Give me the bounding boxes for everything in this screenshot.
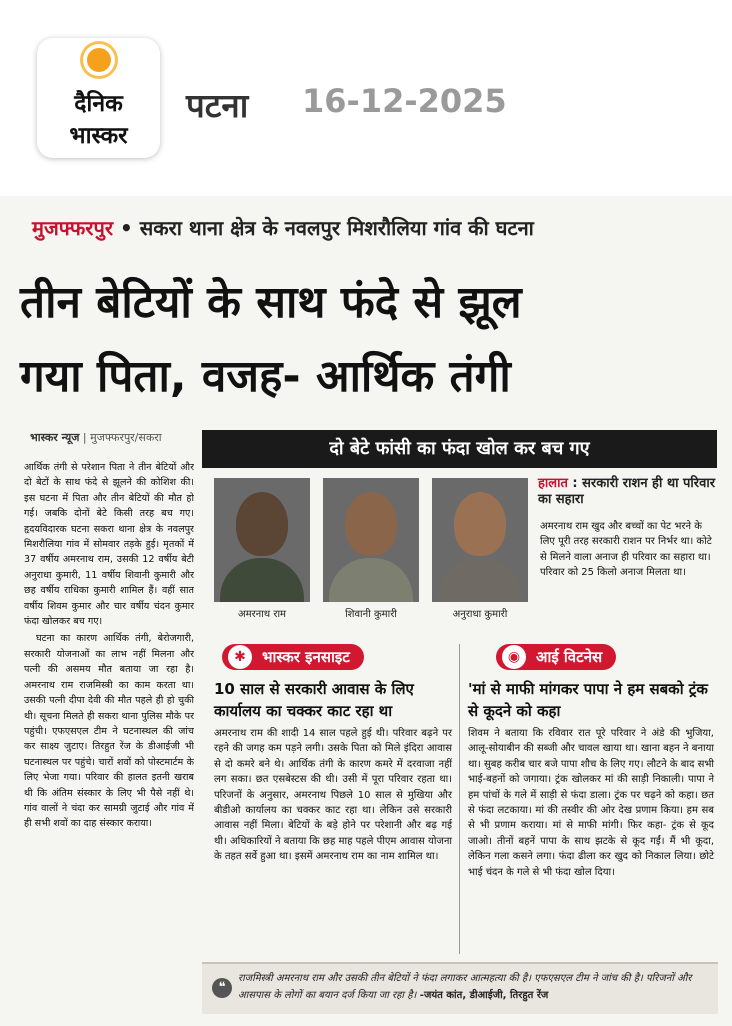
insight-title: 10 साल से सरकारी आवास के लिए कार्यालय का चक्कर काट रहा था (214, 680, 414, 720)
logo-text-line2: भास्कर (69, 123, 128, 149)
photo-anuradha (432, 478, 528, 602)
photo-shivani (323, 478, 419, 602)
eyewitness-tag-label: आई विटनेस (536, 648, 603, 666)
portrait-torso-shape (438, 558, 522, 602)
eye-icon: ◉ (502, 645, 526, 669)
headline-line-2: गया पिता, वजह- आर्थिक तंगी (20, 351, 511, 402)
quote-body: राजमिस्त्री अमरनाथ राम और उसकी तीन बेटियों ने फंदा लगाकर आत्महत्या की है। एफएसएल टीम ने जांच की है। परिजनों और आसपास के लोगों का बयान दर्ज किया जा रहा है। (238, 973, 692, 1001)
insight-tag-label: भास्कर इनसाइट (262, 648, 350, 666)
portrait-face-shape (345, 492, 397, 556)
main-paragraph-2: घटना का कारण आर्थिक तंगी, बेरोजगारी, सरकारी योजनाओं का लाभ नहीं मिलना और पत्नी की असमय मौत बताया जा रहा है। अमरनाथ राम राजमिस्त्री का काम करता था। उसकी पत्नी दीपा देवी की मौत पहले ही हो चुकी थी। सूचना मिलते ही सकरा थाना पुलिस मौके पर पहुंची। एफएसएल टीम ने घटनास्थल की जांच कर साक्ष्य जुटाए। तिरहुत रेंज के डीआईजी भी घटनास्थल पर पहुंचे। चारों शवों को पोस्टमार्टम के लिए भेजा गया। परिवार की हालत इतनी खराब थी कि अंतिम संस्कार के लिए भी पैसे नहीं थे। गांव वालों ने चंदा कर सामग्री जुटाई और गांव में ही सभी शवों का दाह संस्कार कराया। (24, 633, 194, 830)
quote-attribution: -जयंत कांत, डीआईजी, तिरहुत रेंज (416, 990, 549, 1001)
photo-caption-3: अनुराधा कुमारी (452, 609, 508, 620)
portrait-torso-shape (329, 558, 413, 602)
halaat-title-text: : सरकारी राशन ही था परिवार का सहारा (538, 476, 716, 507)
quote-bubble-icon: ❝ (212, 978, 232, 998)
eyewitness-title: 'मां से माफी मांगकर पापा ने हम सबको ट्रंक से कूदने को कहा (468, 680, 708, 720)
sun-logo-icon (87, 48, 111, 72)
column-divider (459, 644, 460, 954)
quote-text (238, 970, 708, 1004)
byline-place: | मुजफ्फरपुर/सकरा (79, 431, 162, 444)
official-quote-box (202, 962, 718, 1014)
eyewitness-body: शिवम ने बताया कि रविवार रात पूरे परिवार ने अंडे की भुजिया, आलू-सोयाबीन की सब्जी और चावल खाया था। खाना बहन ने बनाया था। सुबह करीब चार बजे पापा शौच के लिए गए। लौटने के बाद सभी भाई-बहनों को जगाया। ट्रंक खोलकर मां की साड़ी निकाली। पापा ने हम पांचों के गले में साड़ी से फंदा डाला। ट्रंक पर चढ़ने को कहा। छत से फंदा लटकाया। मां की तस्वीर की ओर देख प्रणाम किया। हम सब से भी प्रणाम कराया। मां से माफी मांगी। फिर कहा- ट्रंक से कूद जाओ। तीनों बहनें पापा के साथ झटके से कूद गईं। मैं भी कूदा, लेकिन गला कसने लगा। फंदा ढीला कर खुद को निकाल लिया। छोटे भाई चंदन के गले से भी फंदा खोल दिया। (468, 728, 714, 878)
edition-date: 16-12-2025 (302, 82, 507, 120)
insight-tag (222, 644, 364, 670)
edition-city: पटना (186, 86, 249, 125)
halaat-body: अमरनाथ राम खुद और बच्चों का पेट भरने के लिए पूरी तरह सरकारी राशन पर निर्भर था। कोटे से मिलने वाला अनाज ही परिवार का सहारा था। परिवार को 25 किलो अनाज मिलता था। (540, 521, 712, 578)
article-kicker (32, 214, 534, 241)
main-article-body (24, 460, 194, 1005)
main-paragraph-1: आर्थिक तंगी से परेशान पिता ने तीन बेटियों और दो बेटों के साथ फंदे से झूलने की कोशिश की। इस घटना में पिता और तीन बेटियों की मौत हो गई। जबकि दोनों बेटे किसी तरह बच गए। हृदयविदारक घटना सकरा थाना क्षेत्र के नवलपुर मिशरौलिया गांव में सोमवार तड़के हुई। मृतकों में 37 वर्षीय अमरनाथ राम, उसकी 12 वर्षीय बेटी अनुराधा कुमारी, 11 वर्षीय शिवानी कुमारी और छह वर्षीय राधिका कुमारी शामिल हैं। वहीं सात वर्षीय शिवम कुमार और चार वर्षीय चंदन कुमार फंदा खोलकर बच गए। (24, 462, 194, 628)
headline-line-1: तीन बेटियों के साथ फंदे से झूल (20, 277, 522, 328)
photo-caption-1: अमरनाथ राम (237, 609, 287, 620)
newspaper-logo (37, 38, 160, 158)
halaat-title (538, 476, 718, 508)
photo-amarnath (214, 478, 310, 602)
lightbulb-icon: ✱ (228, 645, 252, 669)
eyewitness-tag (496, 644, 616, 670)
box-heading: दो बेटे फांसी का फंदा खोल कर बच गए (202, 430, 717, 468)
portrait-torso-shape (220, 558, 304, 602)
byline (30, 430, 162, 445)
kicker-place: मुजफ्फरपुर (32, 216, 113, 240)
byline-source: भास्कर न्यूज (30, 431, 80, 444)
portrait-face-shape (236, 492, 288, 556)
photo-caption-2: शिवानी कुमारी (345, 609, 397, 620)
insight-body: अमरनाथ राम की शादी 14 साल पहले हुई थी। परिवार बढ़ने पर रहने की जगह कम पड़ने लगी। उसके पिता को मिले इंदिरा आवास से दो कमरे बने थे। आर्थिक तंगी के कारण कमरे में दरवाजा नहीं लग सका। छत एसबेस्टस की थी। उसी में पूरा परिवार रहता था। परिजनों के अनुसार, अमरनाथ पिछले 10 साल से मुखिया और बीडीओ कार्यालय का चक्कर काट रहा था। लेकिन उसे सरकारी आवास नहीं मिला। बेटियों के बड़े होने पर परेशानी और बढ़ गई थी। अधिकारियों ने बताया कि छह माह पहले पीएम आवास योजना के तहत सर्वे हुआ था। इसमें अमरनाथ राम का नाम शामिल था। (214, 728, 452, 863)
kicker-text: • सकरा थाना क्षेत्र के नवलपुर मिशरौलिया गांव की घटना (113, 216, 534, 240)
logo-text-line1: दैनिक (74, 91, 123, 117)
portrait-face-shape (454, 492, 506, 556)
halaat-label: हालात (538, 476, 568, 491)
